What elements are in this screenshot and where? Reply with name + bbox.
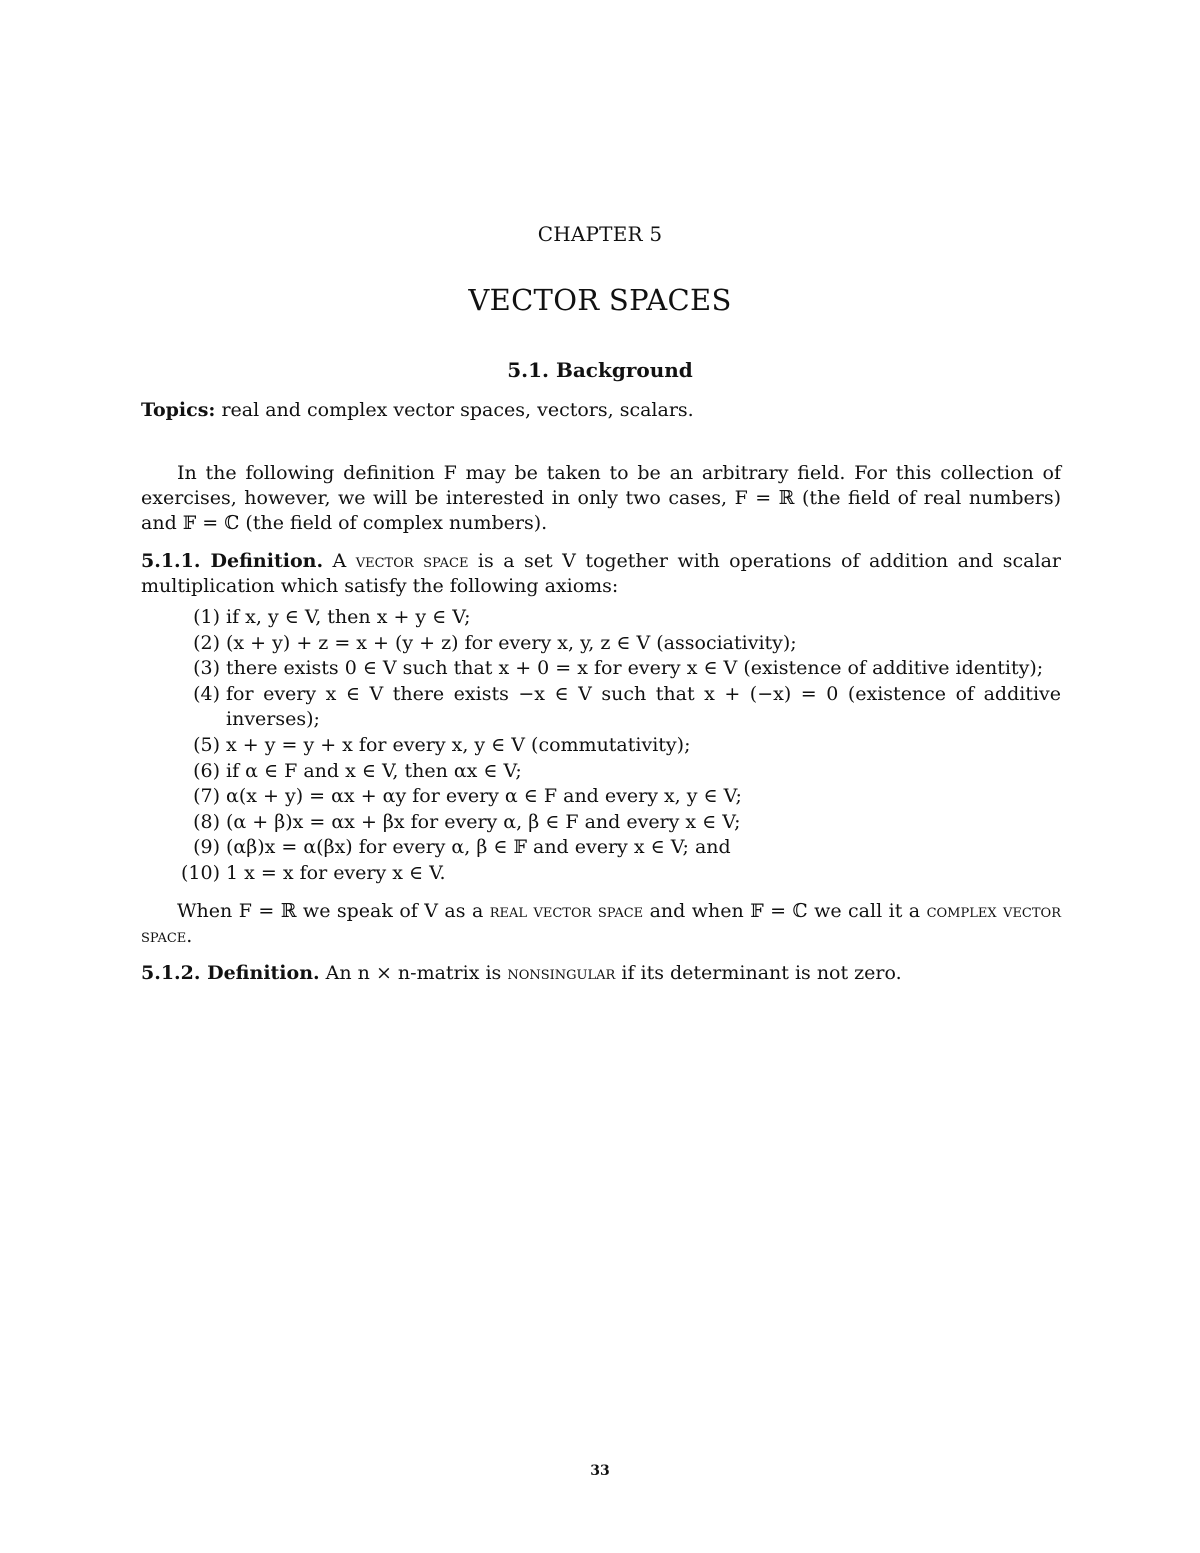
axiom-text: 1 x = x for every x ∈ V.: [226, 861, 446, 884]
term-real-vector-space: real vector space: [489, 900, 644, 922]
paragraph-text: and when 𝔽 = ℂ we call it a: [643, 900, 927, 922]
definition-number: 5.1.2. Definition.: [141, 962, 320, 984]
axiom-label: (9): [193, 836, 220, 859]
axiom-label: (3): [193, 657, 220, 680]
term-complex-vector-space: complex vector space: [141, 900, 1061, 947]
list-item: [174, 631, 1061, 657]
axiom-label: (10): [180, 861, 220, 884]
definition-text-post: if its determinant is not zero.: [615, 962, 902, 984]
list-item: [174, 733, 1061, 759]
topics-line: [141, 397, 1061, 423]
section-heading: 5.1. Background: [507, 358, 693, 382]
list-item: [174, 656, 1061, 682]
axiom-text: there exists 0 ∈ V such that x + 0 = x for every x ∈ V (existence of additive identity);: [226, 657, 1044, 680]
list-item: [174, 759, 1061, 785]
list-item: [174, 682, 1061, 733]
list-item: [174, 605, 1061, 631]
axiom-label: (1): [193, 606, 220, 628]
axiom-text: (αβ)x = α(βx) for every α, β ∈ 𝔽 and every x ∈ V; and: [226, 836, 731, 859]
chapter-label: CHAPTER 5: [537, 222, 663, 246]
definition-text-pre: A: [323, 550, 356, 572]
page-number: 33: [590, 1463, 610, 1479]
list-item: [174, 835, 1061, 861]
definition-text-pre: An n × n-matrix is: [319, 962, 508, 984]
axiom-label: (6): [193, 759, 220, 782]
axiom-text: for every x ∈ V there exists −x ∈ V such that x + (−x) = 0 (existence of additive inverses);: [226, 682, 1061, 731]
list-item: [174, 810, 1061, 836]
definition-nonsingular: [141, 961, 1061, 986]
intro-paragraph: In the following definition F may be taken to be an arbitrary field. For this collection of exercises, however, we will be interested in only two cases, F = ℝ (the field of real numbers) and 𝔽 = ℂ (the field of complex numbers).: [141, 462, 1061, 534]
axiom-text: (α + β)x = αx + βx for every α, β ∈ F and every x ∈ V;: [226, 810, 741, 833]
definition-term: vector space: [355, 550, 469, 572]
axiom-label: (8): [193, 810, 220, 833]
axiom-label: (2): [193, 631, 220, 654]
axiom-label: (5): [193, 733, 220, 756]
definition-text-post: is a set V together with operations of addition and scalar multiplication which satisfy the following axioms:: [141, 550, 1061, 597]
axiom-text: if α ∈ F and x ∈ V, then αx ∈ V;: [226, 759, 522, 782]
topics-label: Topics:: [141, 399, 216, 421]
list-item: [174, 861, 1061, 887]
axiom-label: (7): [193, 785, 220, 808]
axioms-list: [174, 605, 1061, 887]
list-item: [174, 784, 1061, 810]
paragraph-text: .: [186, 925, 193, 947]
paragraph-text: When F = ℝ we speak of V as a: [177, 900, 490, 922]
chapter-title: VECTOR SPACES: [468, 283, 732, 317]
axiom-text: (x + y) + z = x + (y + z) for every x, y, z ∈ V (associativity);: [226, 631, 797, 654]
axiom-text: if x, y ∈ V, then x + y ∈ V;: [226, 606, 471, 628]
real-complex-paragraph: [141, 899, 1061, 949]
axiom-text: x + y = y + x for every x, y ∈ V (commutativity);: [226, 733, 691, 756]
axiom-text: α(x + y) = αx + αy for every α ∈ F and every x, y ∈ V;: [226, 785, 742, 808]
definition-term: nonsingular: [507, 962, 616, 984]
definition-number: 5.1.1. Definition.: [141, 550, 324, 572]
definition-vector-space: [141, 549, 1061, 599]
topics-text: real and complex vector spaces, vectors, scalars.: [215, 399, 694, 421]
axiom-label: (4): [193, 682, 220, 705]
